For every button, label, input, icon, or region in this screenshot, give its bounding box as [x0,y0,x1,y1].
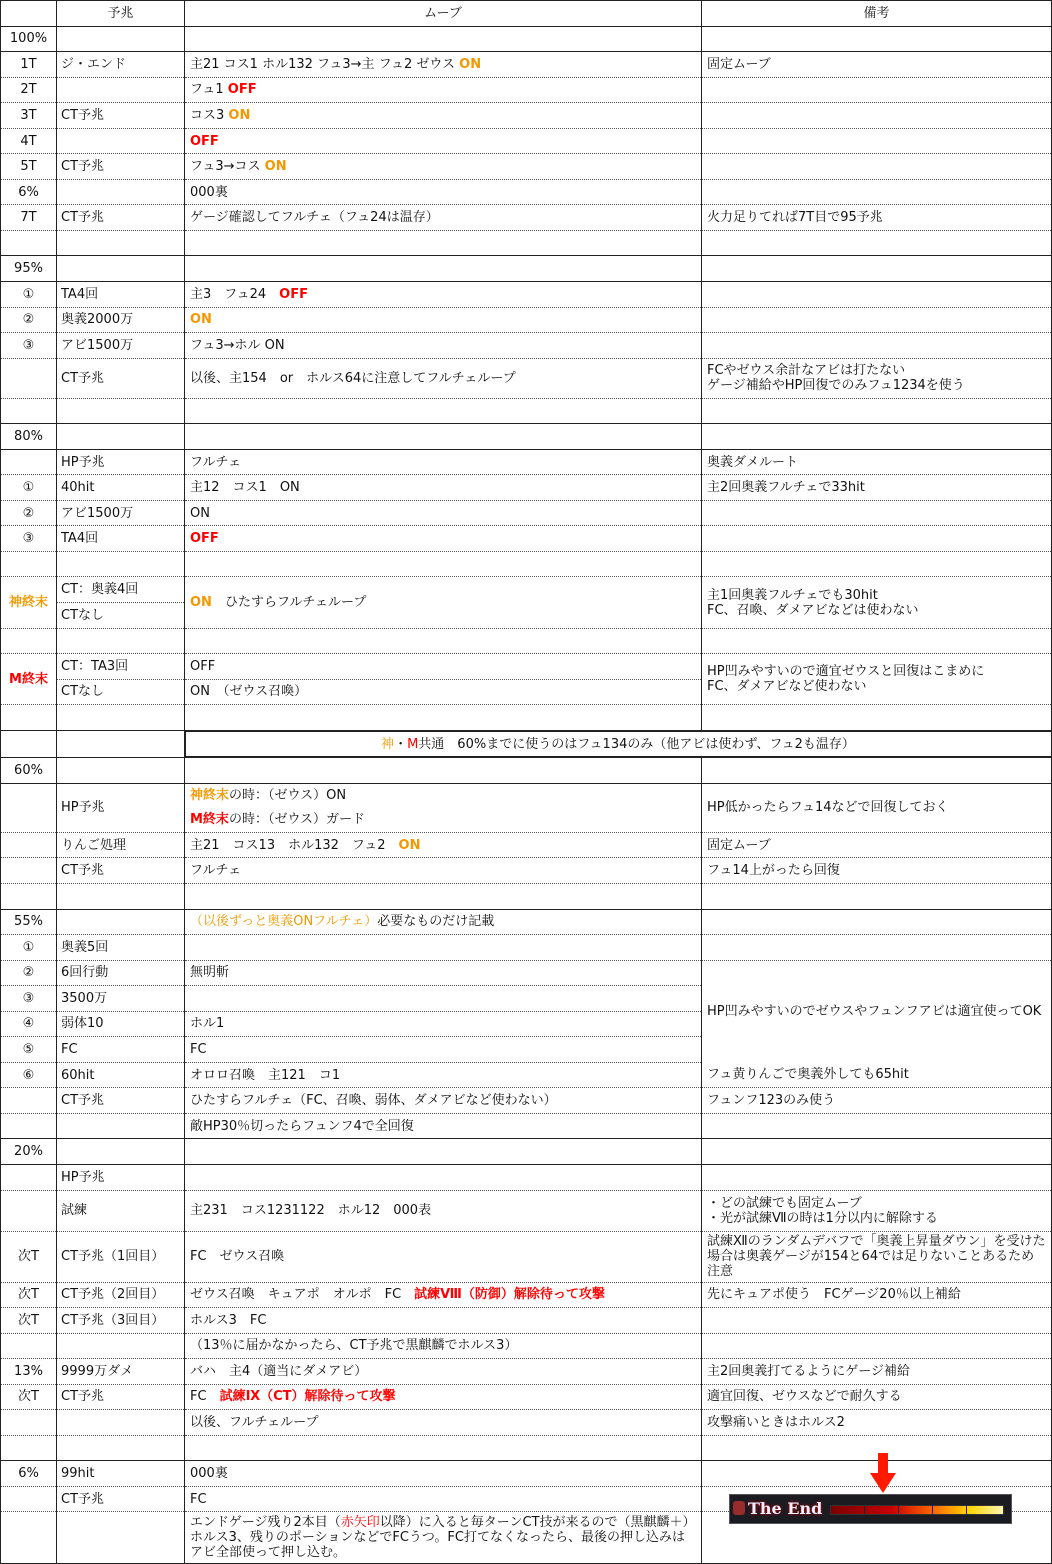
note-cell: ・どの試練でも固定ムーブ ・光が試練Ⅶの時は1分以内に解除する [702,1190,1052,1231]
gauge-divider [932,1504,933,1514]
omen-cell: CT予兆 [57,1088,185,1114]
move-cell: フルチェ [185,858,702,884]
move-cell: ON [185,500,702,526]
note-cell: フュンフ123のみ使う [702,1088,1052,1114]
move-cell: FC [185,1037,702,1063]
move-cell: OFF [185,654,702,680]
section-20 [1,1139,1052,1165]
move-cell: ON ひたすらフルチェループ [185,577,702,628]
turn-cell: 6% [1,179,57,205]
table-row [1,1231,1052,1282]
table-row [1,1113,1052,1139]
note-cell: 攻撃痛いときはホルス2 [702,1410,1052,1436]
note-cell: HP凹みやすいのでゼウスやフュンフアビは適宜使ってOK [702,960,1052,1062]
turn-cell: ① [1,935,57,961]
m-row-1 [1,654,1052,680]
table-row [1,205,1052,231]
gauge-divider [898,1504,899,1514]
spacer-row [1,705,1052,731]
spacer-row [1,883,1052,909]
move-cell: コス3 ON [185,103,702,129]
omen-cell: CTなし [57,679,185,705]
move-cell: 敵HP30％切ったらフュンフ4で全回復 [185,1113,702,1139]
red-arrow-icon [870,1453,896,1493]
move-cell: 以後、フルチェループ [185,1410,702,1436]
omen-cell: 40hit [57,475,185,501]
note-cell: 主2回奥義打てるようにゲージ補給 [702,1359,1052,1385]
omen-cell: 奥義5回 [57,935,185,961]
move-cell: ゼウス召喚 キュアポ オルポ FC 試練Ⅷ（防御）解除待って攻撃 [185,1282,702,1308]
note-cell: 奥義ダメルート [702,449,1052,475]
omen-cell: 奥義2000万 [57,307,185,333]
omen-cell: CTなし [57,603,185,629]
omen-cell: 60hit [57,1062,185,1088]
header-row [1,1,1052,27]
note-cell: 火力足りてれば7T目で95予兆 [702,205,1052,231]
omen-cell: CT予兆 [57,154,185,180]
move-cell: 000裏 [185,179,702,205]
table-row [1,1384,1052,1410]
move-cell: 神終末の時：（ゼウス）ON M終末の時：（ゼウス）ガード [185,783,702,832]
omen-cell: りんご処理 [57,832,185,858]
move-cell: 主231 コス1231122 ホル12 000表 [185,1190,702,1231]
omen-cell: CT予兆（1回目） [57,1231,185,1282]
turn-cell: ④ [1,1011,57,1037]
note-cell: 固定ムーブ [702,52,1052,78]
section-80 [1,424,1052,450]
table-row [1,358,1052,398]
table-row [1,783,1052,832]
move-cell: 主12 コス1 ON [185,475,702,501]
pct-label: 20% [1,1139,57,1165]
section-95 [1,256,1052,282]
end-gauge-bar [830,1505,1004,1515]
table-row [1,858,1052,884]
omen-cell: CT予兆 [57,858,185,884]
omen-cell: CT：TA3回 [57,654,185,680]
table-row [1,1410,1052,1436]
common-banner: 神・M共通 60%までに使うのはフュ134のみ（他アビは使わず、フュ2も温存） [185,731,1052,758]
omen-cell: HP予兆 [57,783,185,832]
pct-label: 95% [1,256,57,282]
section-100 [1,26,1052,52]
pct-label: 60% [1,757,57,783]
kami-row-1 [1,577,1052,603]
omen-cell: 試練 [57,1190,185,1231]
omen-cell: アビ1500万 [57,333,185,359]
turn-cell: ③ [1,986,57,1012]
note-cell: HP凹みやすいので適宜ゼウスと回復はこまめに FC、ダメアビなど使わない [702,654,1052,705]
table-row [1,154,1052,180]
table-row [1,1062,1052,1088]
table-row [1,179,1052,205]
table-row [1,449,1052,475]
move-cell: FC ゼウス召喚 [185,1231,702,1282]
turn-cell: ① [1,475,57,501]
end-gauge-image [729,1494,1012,1524]
move-cell: 主21 コス13 ホル132 フュ2 ON [185,832,702,858]
omen-cell: CT予兆 [57,1486,185,1512]
omen-cell: 6回行動 [57,960,185,986]
omen-cell: FC [57,1037,185,1063]
move-cell: フュ3→ホル ON [185,333,702,359]
pct-label: 100% [1,26,57,52]
pct-label: 55% [1,909,57,935]
move-cell: 以後、主154 or ホルス64に注意してフルチェループ [185,358,702,398]
omen-cell: CT予兆 [57,1384,185,1410]
move-cell: ゲージ確認してフルチェ（フュ24は温存） [185,205,702,231]
omen-cell: ジ・エンド [57,52,185,78]
table-row [1,103,1052,129]
move-cell: 主21 コス1 ホル132 フュ3→主 フュ2 ゼウス ON [185,52,702,78]
table-row [1,282,1052,308]
omen-cell: TA4回 [57,526,185,552]
move-cell: フルチェ [185,449,702,475]
turn-cell: 次T [1,1231,57,1282]
table-row [1,333,1052,359]
spacer-row [1,628,1052,654]
move-cell: 無明斬 [185,960,702,986]
move-cell: （以後ずっと奥義ONフルチェ）必要なものだけ記載 [185,909,702,935]
omen-cell: CT予兆 [57,205,185,231]
move-cell: オロロ召喚 主121 コ1 [185,1062,702,1088]
turn-cell: ① [1,282,57,308]
table-row [1,1308,1052,1334]
omen-cell: CT予兆（3回目） [57,1308,185,1334]
omen-cell: HP予兆 [57,449,185,475]
m-label: M終末 [1,654,57,705]
move-cell: ON [185,307,702,333]
table-row [1,475,1052,501]
omen-cell: CT予兆（2回目） [57,1282,185,1308]
omen-cell: 弱体10 [57,1011,185,1037]
gauge-divider [864,1504,865,1514]
spacer-row [1,551,1052,577]
note-cell: FCやゼウス余計なアビは打たない ゲージ補給やHP回復でのみフュ1234を使う [702,358,1052,398]
turn-cell: 5T [1,154,57,180]
header-omen: 予兆 [57,1,185,27]
turn-cell: ③ [1,526,57,552]
omen-cell: 3500万 [57,986,185,1012]
turn-cell: ③ [1,333,57,359]
move-cell: ホルス3 FC [185,1308,702,1334]
table-row [1,526,1052,552]
note-cell: フュ14上がったら回復 [702,858,1052,884]
table-row [1,935,1052,961]
move-cell: フュ1 OFF [185,77,702,103]
spacer-row [1,230,1052,256]
table-row [1,307,1052,333]
note-cell: 適宜回復、ゼウスなどで耐久する [702,1384,1052,1410]
move-cell: FC [185,1486,702,1512]
move-cell: バハ 主4（適当にダメアビ） [185,1359,702,1385]
table-row [1,1088,1052,1114]
table-row [1,500,1052,526]
note-cell: HP低かったらフュ14などで回復しておく [702,783,1052,832]
omen-cell: CT：奥義4回 [57,577,185,603]
move-cell: エンドゲージ残り2本目（赤矢印以降）に入ると毎ターンCT技が来るので（黒麒麟＋）ホルス3、残りのポーションなどでFCうつ。FC打てなくなったら、最後の押し込みはアビ全部使って押し込む。 [185,1512,702,1564]
turn-cell: 次T [1,1282,57,1308]
omen-cell: CT予兆 [57,103,185,129]
omen-cell: TA4回 [57,282,185,308]
section-55 [1,909,1052,935]
move-cell: ひたすらフルチェ（FC、召喚、弱体、ダメアビなど使わない） [185,1088,702,1114]
turn-cell: 4T [1,128,57,154]
header-note: 備考 [702,1,1052,27]
table-row [1,1282,1052,1308]
table-row [1,1164,1052,1190]
move-cell: 000裏 [185,1461,702,1487]
section-60 [1,757,1052,783]
note-cell: 先にキュアポ使う FCゲージ20％以上補給 [702,1282,1052,1308]
turn-cell: ② [1,960,57,986]
turn-cell: ② [1,500,57,526]
header-col0 [1,1,57,27]
table-row [1,960,1052,986]
table-row [1,52,1052,78]
turn-cell: 6% [1,1461,57,1487]
spacer-row [1,398,1052,424]
turn-cell: 7T [1,205,57,231]
table-row [1,128,1052,154]
header-move: ムーブ [185,1,702,27]
move-cell: ホル1 [185,1011,702,1037]
end-gauge-label: The End [748,1499,823,1518]
note-cell: 主1回奥義フルチェでも30hit FC、召喚、ダメアビなどは使わない [702,577,1052,628]
table-row [1,1333,1052,1359]
skull-icon [733,1501,745,1515]
table-row [1,1190,1052,1231]
move-cell: フュ3→コス ON [185,154,702,180]
turn-cell: 3T [1,103,57,129]
turn-cell: 次T [1,1308,57,1334]
omen-cell: HP予兆 [57,1164,185,1190]
turn-cell: 次T [1,1384,57,1410]
table-row [1,832,1052,858]
table-row [1,77,1052,103]
turn-cell: 13% [1,1359,57,1385]
move-cell: FC 試練Ⅸ（CT）解除待って攻撃 [185,1384,702,1410]
turn-cell: 1T [1,52,57,78]
omen-cell: 99hit [57,1461,185,1487]
note-cell: 試練Ⅻのランダムデバフで「奥義上昇量ダウン」を受けた場合は奥義ゲージが154と64では足りないことあるため注意 [702,1231,1052,1282]
pct-label: 80% [1,424,57,450]
move-cell: OFF [185,526,702,552]
table-row [1,1359,1052,1385]
turn-cell: ⑤ [1,1037,57,1063]
banner-row [1,731,1052,758]
turn-cell: ⑥ [1,1062,57,1088]
turn-cell: 2T [1,77,57,103]
kami-label: 神終末 [1,577,57,628]
turn-cell: ② [1,307,57,333]
omen-cell: 9999万ダメ [57,1359,185,1385]
note-cell: 主2回奥義フルチェで33hit [702,475,1052,501]
move-cell: 主3 フュ24 OFF [185,282,702,308]
note-cell: フュ黄りんごで奥義外しても65hit [702,1062,1052,1088]
note-cell: 固定ムーブ [702,832,1052,858]
omen-cell: アビ1500万 [57,500,185,526]
move-cell: （13％に届かなかったら、CT予兆で黒麒麟でホルス3） [185,1333,702,1359]
gauge-divider [966,1504,967,1514]
move-cell: ON （ゼウス召喚） [185,679,702,705]
move-cell: OFF [185,128,702,154]
omen-cell: CT予兆 [57,358,185,398]
